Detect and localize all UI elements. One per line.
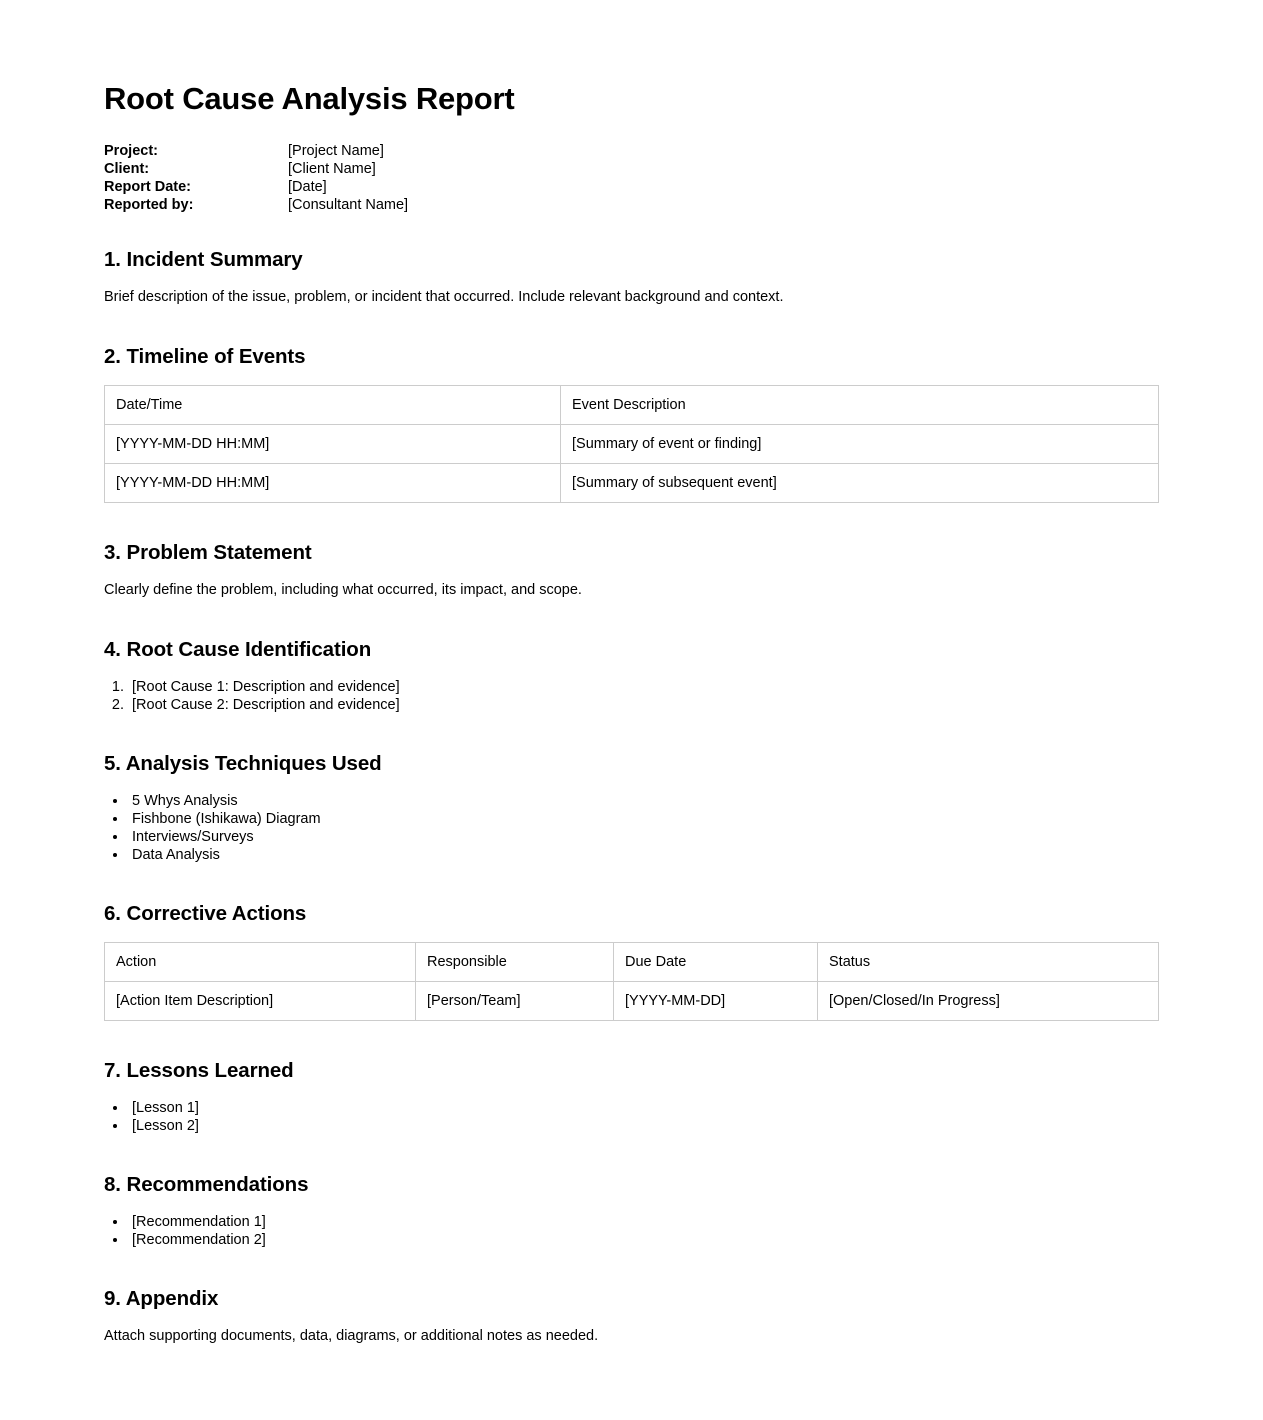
table-row xyxy=(105,464,1159,503)
list-item: • 5 Whys Analysis xyxy=(128,792,1158,810)
table-header-row xyxy=(105,943,1159,982)
metadata-label-report-date: Report Date: xyxy=(104,179,192,195)
list-item: • Interviews/Surveys xyxy=(128,828,1158,846)
column-header-action: Action xyxy=(105,943,416,982)
lessons-learned-list xyxy=(104,1099,1158,1135)
list-item: • Data Analysis xyxy=(128,846,1158,864)
metadata-row-report-date xyxy=(104,178,1158,196)
list-item: • Fishbone (Ishikawa) Diagram xyxy=(128,810,1158,828)
section-heading-lessons-learned: 7. Lessons Learned xyxy=(104,1059,294,1082)
cell-date-time: [YYYY-MM-DD HH:MM] xyxy=(105,425,561,464)
section-heading-problem-statement: 3. Problem Statement xyxy=(104,541,312,564)
report-metadata xyxy=(104,142,1158,214)
list-item: 2. [Root Cause 2: Description and evidence] xyxy=(128,696,1158,714)
list-item: • [Lesson 1] xyxy=(128,1099,1158,1117)
metadata-value-reported-by: [Consultant Name] xyxy=(288,197,409,213)
cell-event-description: [Summary of subsequent event] xyxy=(561,464,1159,503)
section-heading-timeline: 2. Timeline of Events xyxy=(104,345,306,368)
cell-event-description: [Summary of event or finding] xyxy=(561,425,1159,464)
cell-date-time: [YYYY-MM-DD HH:MM] xyxy=(105,464,561,503)
metadata-label-reported-by: Reported by: xyxy=(104,197,194,213)
root-cause-list xyxy=(104,678,1158,714)
section-heading-analysis-techniques: 5. Analysis Techniques Used xyxy=(104,752,382,775)
list-item: • [Recommendation 1] xyxy=(128,1213,1158,1231)
section-root-cause-identification xyxy=(104,638,1158,714)
corrective-actions-table-wrapper xyxy=(104,942,1158,1021)
timeline-table xyxy=(104,385,1159,503)
section-analysis-techniques xyxy=(104,752,1158,864)
cell-responsible: [Person/Team] xyxy=(416,982,614,1021)
metadata-row-project xyxy=(104,142,1158,160)
metadata-value-report-date: [Date] xyxy=(288,179,327,195)
metadata-value-client: [Client Name] xyxy=(288,161,376,177)
column-header-date-time: Date/Time xyxy=(105,386,561,425)
section-recommendations xyxy=(104,1173,1158,1249)
section-appendix xyxy=(104,1287,1158,1346)
metadata-row-reported-by xyxy=(104,196,1158,214)
table-row xyxy=(105,425,1159,464)
table-row xyxy=(105,982,1159,1021)
analysis-techniques-list xyxy=(104,792,1158,864)
column-header-status: Status xyxy=(818,943,1159,982)
list-item: • [Lesson 2] xyxy=(128,1117,1158,1135)
column-header-due-date: Due Date xyxy=(614,943,818,982)
column-header-event-description: Event Description xyxy=(561,386,1159,425)
column-header-responsible: Responsible xyxy=(416,943,614,982)
metadata-label-client: Client: xyxy=(104,161,150,177)
table-header-row xyxy=(105,386,1159,425)
metadata-value-project: [Project Name] xyxy=(288,143,384,159)
section-text-appendix: Attach supporting documents, data, diagrams, or additional notes as needed. xyxy=(104,1328,599,1344)
cell-status: [Open/Closed/In Progress] xyxy=(818,982,1159,1021)
section-heading-recommendations: 8. Recommendations xyxy=(104,1173,309,1196)
cell-due-date: [YYYY-MM-DD] xyxy=(614,982,818,1021)
list-item: 1. [Root Cause 1: Description and evidence] xyxy=(128,678,1158,696)
section-heading-corrective-actions: 6. Corrective Actions xyxy=(104,902,307,925)
section-heading-root-cause: 4. Root Cause Identification xyxy=(104,638,372,661)
recommendations-list xyxy=(104,1213,1158,1249)
section-heading-incident-summary: 1. Incident Summary xyxy=(104,248,303,271)
section-text-problem-statement: Clearly define the problem, including what occurred, its impact, and scope. xyxy=(104,582,582,598)
section-text-incident-summary: Brief description of the issue, problem, or incident that occurred. Include relevant background and context. xyxy=(104,289,784,305)
cell-action: [Action Item Description] xyxy=(105,982,416,1021)
metadata-label-project: Project: xyxy=(104,143,158,159)
list-item: • [Recommendation 2] xyxy=(128,1231,1158,1249)
section-problem-statement xyxy=(104,541,1158,600)
section-incident-summary xyxy=(104,248,1158,307)
section-heading-appendix: 9. Appendix xyxy=(104,1287,219,1310)
section-timeline-of-events xyxy=(104,345,1158,503)
section-corrective-actions xyxy=(104,902,1158,1021)
timeline-table-wrapper xyxy=(104,385,1158,503)
section-lessons-learned xyxy=(104,1059,1158,1135)
metadata-row-client xyxy=(104,160,1158,178)
corrective-actions-table xyxy=(104,942,1159,1021)
page-title: Root Cause Analysis Report xyxy=(104,81,515,116)
